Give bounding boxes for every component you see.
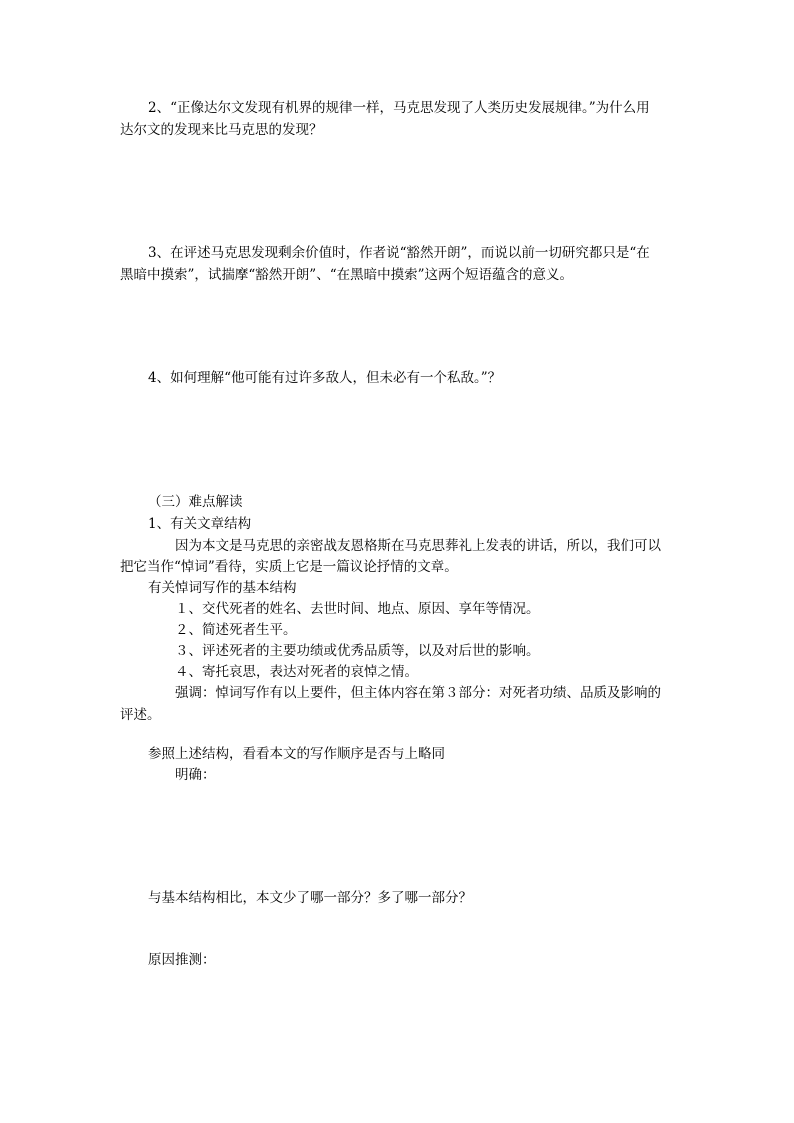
reason-label: 原因推测：: [148, 952, 216, 968]
clarify-label: 明确：: [175, 767, 216, 783]
structure-item-2: ２、简述死者生平。: [175, 622, 297, 638]
compare-prompt: 参照上述结构，看看本文的写作顺序是否与上略同: [148, 746, 445, 762]
structure-title: 有关悼词写作的基本结构: [148, 580, 297, 596]
paragraph-line-2: 把它当作“悼词”看待，实质上它是一篇议论抒情的文章。: [120, 559, 458, 575]
structure-item-1: １、交代死者的姓名、去世时间、地点、原因、享年等情况。: [175, 601, 540, 617]
q3-line-2: 黑暗中摸索”，试揣摩“豁然开朗”、“在黑暗中摸索”这两个短语蕴含的意义。: [120, 267, 574, 283]
paragraph-line-1: 因为本文是马克思的亲密战友恩格斯在马克思葬礼上发表的讲话，所以，我们可以: [175, 538, 661, 554]
emphasis-line-1: 强调：悼词写作有以上要件，但主体内容在第３部分：对死者功绩、品质及影响的: [175, 685, 661, 701]
q2-line-2: 达尔文的发现来比马克思的发现？: [120, 122, 323, 138]
comparison-question: 与基本结构相比，本文少了哪一部分？多了哪一部分？: [148, 890, 472, 906]
subsection-title: 1、有关文章结构: [148, 516, 252, 532]
q2-line-1: 2、“正像达尔文发现有机界的规律一样，马克思发现了人类历史发展规律。”为什么用: [148, 100, 650, 116]
structure-item-4: ４、寄托哀思，表达对死者的哀悼之情。: [175, 664, 418, 680]
emphasis-line-2: 评述。: [120, 707, 161, 723]
q3-line-1: 3、在评述马克思发现剩余价值时，作者说“豁然开朗”，而说以前一切研究都只是“在: [148, 245, 650, 261]
q4-line-1: 4、如何理解“他可能有过许多敌人，但未必有一个私敌。”？: [148, 370, 502, 386]
section-heading: （三）难点解读: [148, 494, 243, 510]
structure-item-3: ３、评述死者的主要功绩或优秀品质等，以及对后世的影响。: [175, 643, 540, 659]
